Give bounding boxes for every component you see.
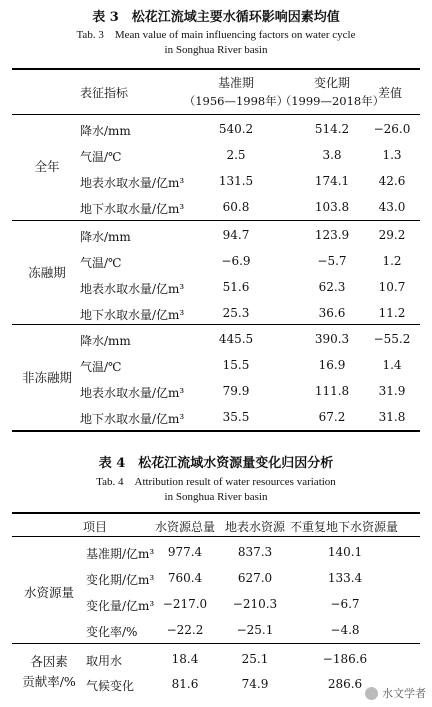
table-cell-change: 123.9 xyxy=(314,228,350,242)
table-row-label: 基准期/亿m³ xyxy=(86,547,155,561)
table-cell-change: 67.2 xyxy=(318,410,346,424)
table3-group-non-freeze-thaw: 非冻融期 xyxy=(21,370,72,385)
table-cell-change: −5.7 xyxy=(317,254,347,268)
table-cell-base: 60.8 xyxy=(222,200,250,214)
table-row-label: 降水/mm xyxy=(80,124,131,138)
table-cell-base: 94.7 xyxy=(222,228,250,242)
table-cell-surface: 74.9 xyxy=(241,677,269,691)
table-cell-groundwater: 286.6 xyxy=(327,677,363,691)
table-cell-diff: 42.6 xyxy=(378,174,406,188)
table4-group-rule xyxy=(12,643,420,644)
table-cell-total: −22.2 xyxy=(166,623,204,637)
table-row-label: 气候变化 xyxy=(86,679,135,693)
table-cell-groundwater: −6.7 xyxy=(330,597,360,611)
table-row-label: 气温/℃ xyxy=(80,150,122,164)
table-row-label: 气温/℃ xyxy=(80,360,122,374)
table3-group-freeze-thaw: 冻融期 xyxy=(28,265,66,280)
table-row-label: 气温/℃ xyxy=(80,256,122,270)
table-cell-diff: 31.8 xyxy=(378,410,406,424)
table-cell-total: −217.0 xyxy=(162,597,208,611)
table4-header-surface: 地表水资源 xyxy=(224,520,285,534)
table-cell-change: 16.9 xyxy=(318,358,346,372)
table-cell-diff: −55.2 xyxy=(373,332,411,346)
table-row-label: 地下水取水量/亿m³ xyxy=(80,202,185,216)
table-cell-surface: 837.3 xyxy=(237,545,273,559)
table-row-label: 变化期/亿m³ xyxy=(86,573,155,587)
table3-header-change: 变化期 xyxy=(313,76,350,90)
table-cell-change: 174.1 xyxy=(314,174,350,188)
table4-top-rule xyxy=(12,512,420,514)
table4-title-cn: 表 4 松花江流域水资源量变化归因分析 xyxy=(98,456,334,471)
table3-title-cn: 表 3 松花江流域主要水循环影响因素均值 xyxy=(92,10,340,25)
table-cell-change: 62.3 xyxy=(318,280,346,294)
table3-title-en-line1: Tab. 3 Mean value of main influencing factors on water cycle xyxy=(76,29,356,41)
table-row-label: 变化量/亿m³ xyxy=(86,599,155,613)
table-row-label: 地表水取水量/亿m³ xyxy=(80,282,185,296)
table-cell-total: 18.4 xyxy=(171,652,199,666)
table3-group-annual: 全年 xyxy=(34,159,60,174)
table-cell-surface: −25.1 xyxy=(236,623,274,637)
table4-group-water-resources: 水资源量 xyxy=(23,585,74,600)
table-row-label: 地表水取水量/亿m³ xyxy=(80,176,185,190)
table-cell-diff: 29.2 xyxy=(378,228,406,242)
table3-header-base-years: （1956—1998年） xyxy=(183,94,289,108)
table3-title-en-line2: in Songhua River basin xyxy=(164,44,268,56)
table3-bottom-rule xyxy=(12,430,420,432)
table-row-label: 地下水取水量/亿m³ xyxy=(80,308,185,322)
table-cell-groundwater: 133.4 xyxy=(327,571,363,585)
table-cell-base: 15.5 xyxy=(222,358,250,372)
table-row-label: 地下水取水量/亿m³ xyxy=(80,412,185,426)
table-cell-total: 81.6 xyxy=(171,677,199,691)
table-cell-diff: 1.3 xyxy=(382,148,402,162)
table-cell-base: 51.6 xyxy=(222,280,250,294)
table-cell-base: −6.9 xyxy=(221,254,251,268)
table-cell-base: 79.9 xyxy=(222,384,250,398)
wechat-logo-icon xyxy=(365,687,378,700)
table-cell-diff: 31.9 xyxy=(378,384,406,398)
table-cell-change: 390.3 xyxy=(314,332,350,346)
table3-header-rule xyxy=(12,114,420,115)
table-row-label: 取用水 xyxy=(86,654,123,668)
table4-title-en-line2: in Songhua River basin xyxy=(164,491,268,503)
table-cell-base: 131.5 xyxy=(218,174,254,188)
table3-top-rule xyxy=(12,68,420,70)
table3-header-indicator: 表征指标 xyxy=(80,86,129,100)
table-cell-change: 3.8 xyxy=(322,148,342,162)
table-row-label: 地表水取水量/亿m³ xyxy=(80,386,185,400)
table-cell-surface: 25.1 xyxy=(241,652,269,666)
table-row-label: 变化率/% xyxy=(86,625,138,639)
table-cell-change: 36.6 xyxy=(318,306,346,320)
table-cell-surface: 627.0 xyxy=(237,571,273,585)
table-cell-diff: 10.7 xyxy=(378,280,406,294)
watermark-text: 水文学者 xyxy=(382,687,426,700)
table-cell-groundwater: −186.6 xyxy=(322,652,368,666)
table4-header-item: 项目 xyxy=(82,520,107,534)
table-cell-total: 977.4 xyxy=(167,545,203,559)
table-cell-change: 103.8 xyxy=(314,200,350,214)
table-cell-base: 540.2 xyxy=(218,122,254,136)
table-cell-change: 111.8 xyxy=(314,384,350,398)
table-cell-groundwater: −4.8 xyxy=(330,623,360,637)
table4-header-rule xyxy=(12,536,420,537)
table-cell-change: 514.2 xyxy=(314,122,350,136)
watermark xyxy=(365,685,426,701)
table3-group-rule xyxy=(12,324,420,325)
table3-header-base: 基准期 xyxy=(217,76,254,90)
table-cell-groundwater: 140.1 xyxy=(327,545,363,559)
table-cell-diff: 43.0 xyxy=(378,200,406,214)
table-cell-surface: −210.3 xyxy=(232,597,278,611)
table-cell-base: 25.3 xyxy=(222,306,250,320)
table-row-label: 降水/mm xyxy=(80,230,131,244)
table-cell-diff: 1.4 xyxy=(382,358,402,372)
table4-title-en-line1: Tab. 4 Attribution result of water resources variation xyxy=(96,476,336,488)
table-cell-total: 760.4 xyxy=(167,571,203,585)
table3-header-diff: 差值 xyxy=(377,86,402,100)
table3-group-rule xyxy=(12,220,420,221)
table-cell-diff: 1.2 xyxy=(382,254,402,268)
table3-header-change-years: （1999—2018年） xyxy=(279,94,385,108)
table-row-label: 降水/mm xyxy=(80,334,131,348)
table-cell-base: 35.5 xyxy=(222,410,250,424)
table4-header-total: 水资源总量 xyxy=(154,520,215,534)
table4-header-groundwater: 不重复地下水资源量 xyxy=(289,520,398,534)
table-cell-diff: 11.2 xyxy=(378,306,406,320)
table4-group-contribution-line1: 各因素 xyxy=(30,654,68,669)
table-cell-diff: −26.0 xyxy=(373,122,411,136)
table-cell-base: 445.5 xyxy=(218,332,254,346)
table-cell-base: 2.5 xyxy=(226,148,246,162)
table4-group-contribution-line2: 贡献率/% xyxy=(22,674,76,689)
